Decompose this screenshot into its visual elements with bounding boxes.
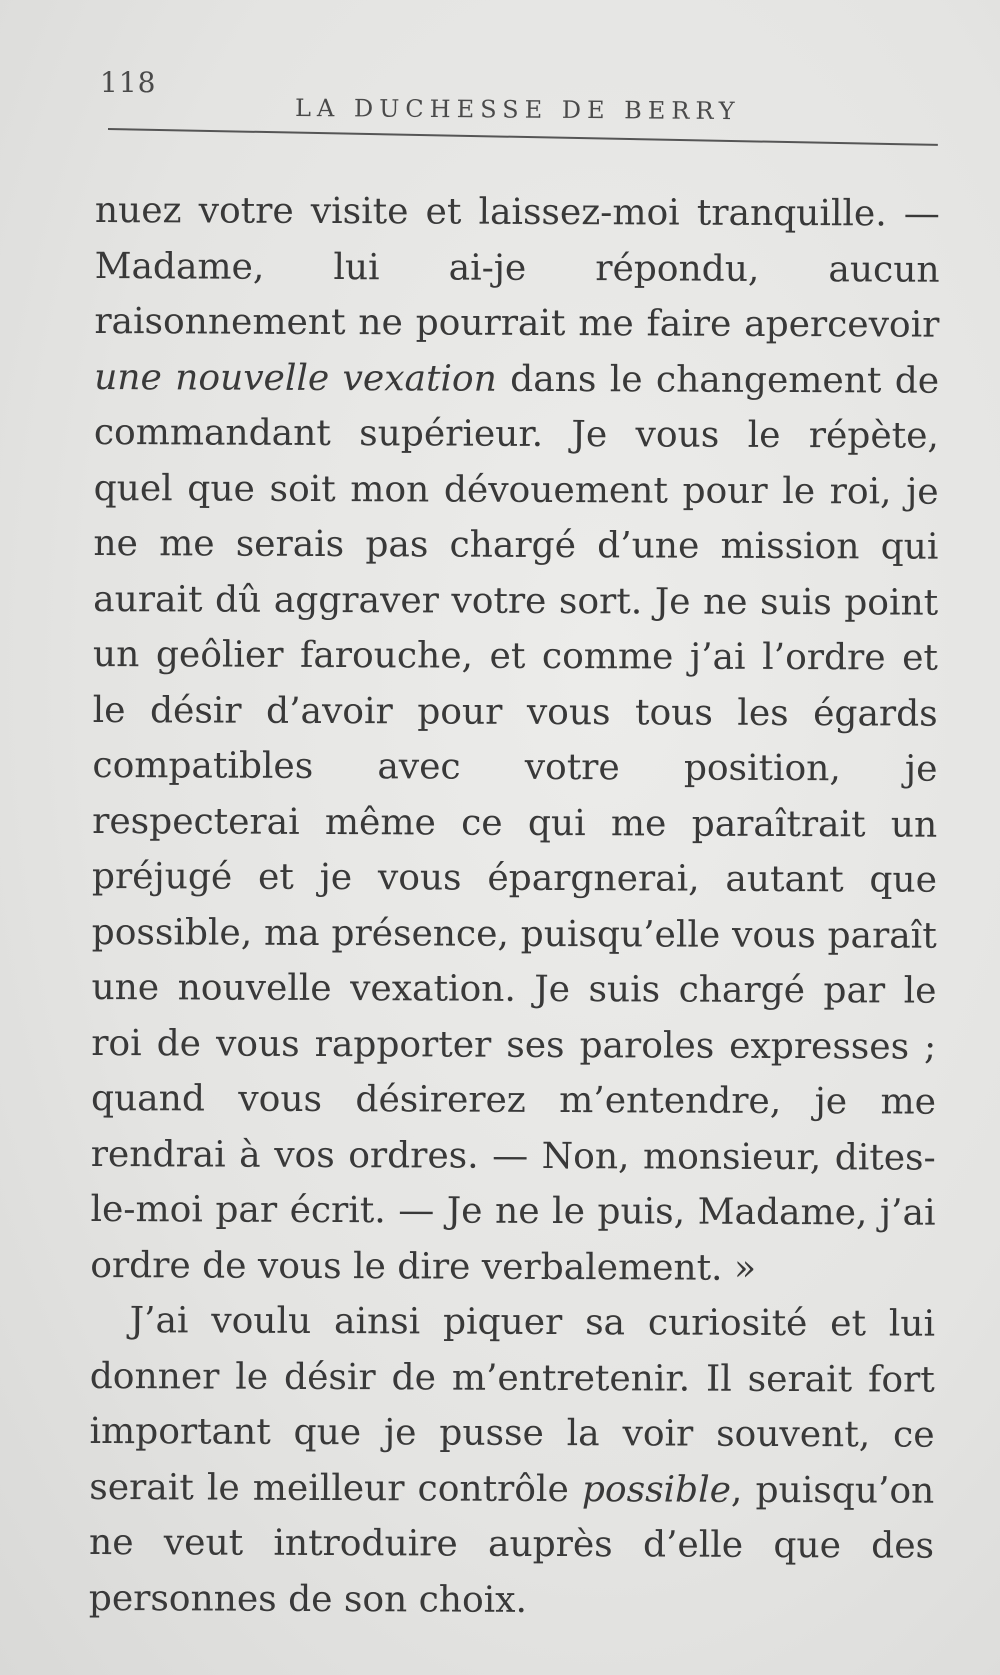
paragraph-1-text-b: dans le changement de commandant supérieur. Je vous le répète, quel que soit mon dévouement pour le roi, je ne me serais pas chargé d’une mission qui aurait dû aggraver votre sort. Je ne suis point un geôlier farouche, et comme j’ai l’ordre et le désir d’avoir pour vous tous les égards compatibles avec votre position, je respecterai même ce qui me paraîtrait un préjugé et je vous épargnerai, autant que possible, ma présence, puisqu’elle vous paraît une nouvelle vexation. Je suis chargé par le roi de vous rapporter ses paroles expresses ; quand vous désirerez m’entendre, je me rendrai à vos ordres. — Non, monsieur, dites-le-moi par écrit. — Je ne le puis, Madame, j’ai ordre de vous le dire verbalement. » — [90, 358, 940, 1289]
paragraph-1 — [90, 183, 940, 1297]
running-title: LA DUCHESSE DE BERRY — [294, 94, 741, 126]
paragraph-2 — [89, 1293, 935, 1630]
paragraph-1-italic: une nouvelle vexation — [94, 356, 497, 400]
body-text — [89, 183, 940, 1630]
page-header — [100, 66, 940, 126]
paragraph-1-text-a: nuez votre visite et laissez-moi tranquille. — Madame, lui ai-je répondu, aucun raisonnement ne pourrait me faire apercevoir — [94, 189, 940, 346]
paragraph-2-text-a: J’ai voulu ainsi piquer sa curiosité et lui donner le désir de m’entretenir. Il serait fort important que je pusse la voir souvent, ce serait le meilleur contrôle — [89, 1300, 936, 1510]
paragraph-2-italic: possible — [581, 1468, 732, 1511]
paragraph-2-text-b: , puisqu’on ne veut introduire auprès d’elle que des personnes de son choix. — [88, 1469, 935, 1621]
header-rule — [108, 128, 938, 146]
page-number: 118 — [100, 66, 157, 99]
